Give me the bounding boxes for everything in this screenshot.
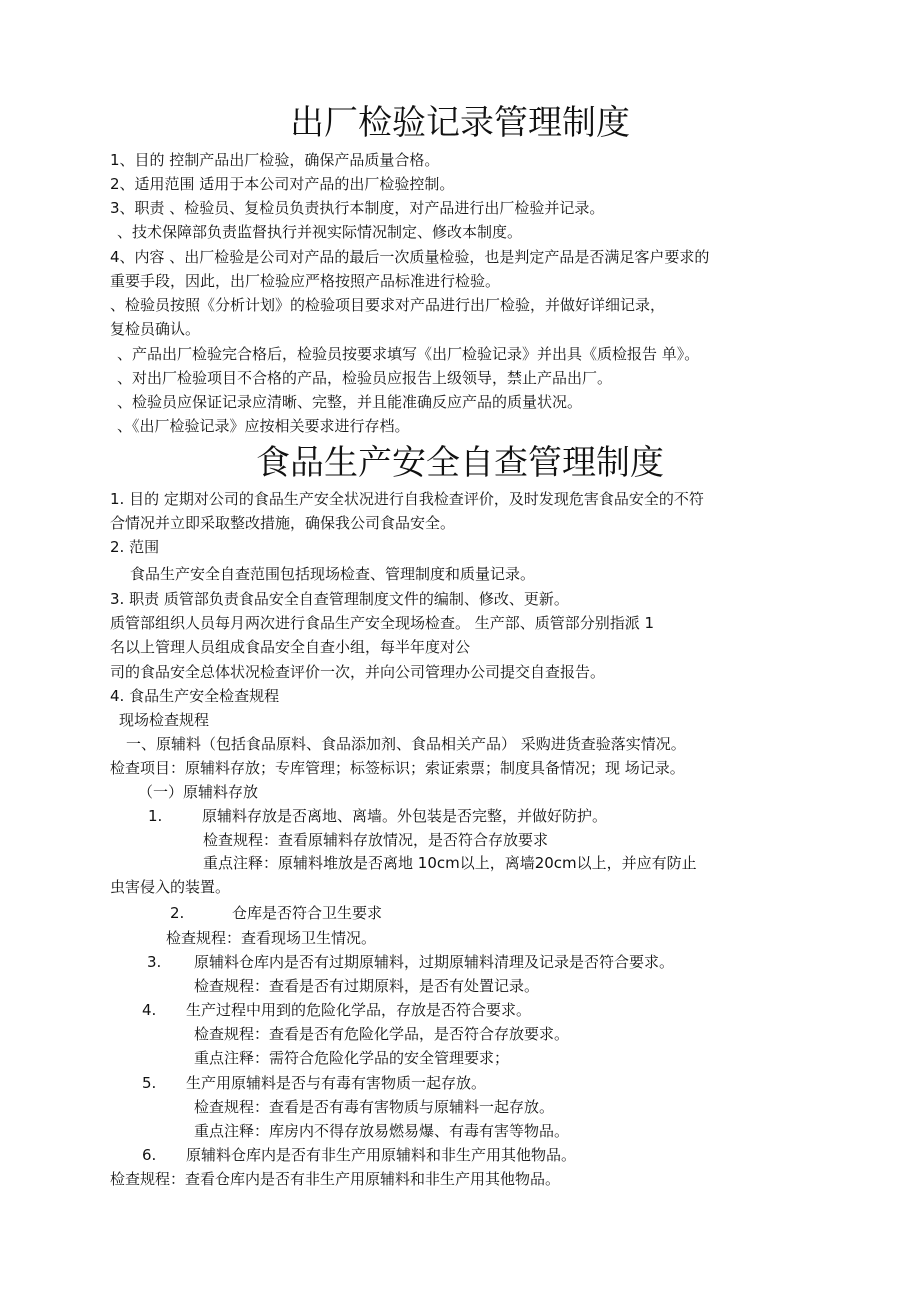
item-number-2: 2.: [170, 904, 185, 922]
doc2-line-16: 重点注释：原辅料堆放是否离地 10cm以上，离墙20cm以上，并应有防止: [203, 854, 697, 872]
item-number-3: 3.: [147, 953, 162, 971]
doc2-line-6: 质管部组织人员每月两次进行食品生产安全现场检查。 生产部、质管部分别指派 1: [110, 614, 655, 632]
doc2-line-10: 现场检查规程: [119, 711, 210, 729]
doc2-line-24: 重点注释：需符合危险化学品的安全管理要求；: [194, 1049, 510, 1067]
doc2-line-25: 生产用原辅料是否与有毒有害物质一起存放。: [186, 1074, 487, 1092]
doc1-line-10: 、对出厂检验项目不合格的产品，检验员应报告上级领导，禁止产品出厂。: [117, 369, 613, 387]
doc2-title: 食品生产安全自查管理制度: [256, 443, 664, 483]
doc2-line-28: 原辅料仓库内是否有非生产用原辅料和非生产用其他物品。: [186, 1146, 577, 1164]
doc2-line-29: 检查规程：查看仓库内是否有非生产用原辅料和非生产用其他物品。: [110, 1170, 561, 1188]
doc1-line-4: 、技术保障部负责监督执行并视实际情况制定、修改本制度。: [117, 223, 523, 241]
doc2-line-8: 司的食品安全总体状况检查评价一次，并向公司管理办公司提交自查报告。: [110, 663, 606, 681]
doc2-line-9: 4. 食品生产安全检查规程: [110, 687, 280, 705]
doc2-line-14: 原辅料存放是否离地、离墙。外包装是否完整，并做好防护。: [202, 807, 608, 825]
doc1-line-6: 重要手段，因此，出厂检验应严格按照产品标准进行检验。: [110, 272, 501, 290]
doc2-line-5: 3. 职责 质管部负责食品安全自查管理制度文件的编制、修改、更新。: [110, 590, 569, 608]
doc1-title: 出厂检验记录管理制度: [290, 103, 630, 143]
doc2-line-7: 名以上管理人员组成食品安全自查小组，每半年度对公: [110, 638, 471, 656]
item-number-4: 4.: [142, 1001, 157, 1019]
doc2-line-21: 检查规程：查看是否有过期原料，是否有处置记录。: [194, 977, 540, 995]
doc2-line-1: 1. 目的 定期对公司的食品生产安全状况进行自我检查评价，及时发现危害食品安全的不符: [110, 490, 704, 508]
doc1-line-3: 3、职责 、检验员、复检员负责执行本制度，对产品进行出厂检验并记录。: [110, 199, 605, 217]
doc2-line-12: 检查项目：原辅料存放；专库管理；标签标识；索证索票；制度具备情况；现 场记录。: [110, 759, 685, 777]
doc2-line-4: 食品生产安全自查范围包括现场检查、管理制度和质量记录。: [130, 565, 536, 583]
doc2-line-22: 生产过程中用到的危险化学品，存放是否符合要求。: [186, 1001, 532, 1019]
doc2-line-13: （一）原辅料存放: [138, 783, 259, 801]
doc2-line-18: 仓库是否符合卫生要求: [232, 904, 383, 922]
doc2-line-27: 重点注释：库房内不得存放易燃易爆、有毒有害等物品。: [194, 1122, 570, 1140]
item-number-6: 6.: [142, 1146, 157, 1164]
doc1-line-11: 、检验员应保证记录应清晰、完整，并且能准确反应产品的质量状况。: [117, 393, 583, 411]
doc1-line-12: 、《出厂检验记录》应按相关要求进行存档。: [117, 417, 410, 435]
doc2-line-20: 原辅料仓库内是否有过期原辅料，过期原辅料清理及记录是否符合要求。: [194, 953, 675, 971]
doc2-line-3: 2. 范围: [110, 538, 160, 556]
item-number-5: 5.: [142, 1074, 157, 1092]
doc2-line-23: 检查规程：查看是否有危险化学品，是否符合存放要求。: [194, 1025, 570, 1043]
doc2-line-17: 虫害侵入的装置。: [110, 878, 231, 896]
doc1-line-1: 1、目的 控制产品出厂检验，确保产品质量合格。: [110, 151, 440, 169]
doc1-line-9: 、产品出厂检验完合格后，检验员按要求填写《出厂检验记录》并出具《质检报告 单》。: [117, 345, 700, 363]
doc2-line-2: 合情况并立即采取整改措施，确保我公司食品安全。: [110, 514, 456, 532]
doc2-line-11: 一、原辅料（包括食品原料、食品添加剂、食品相关产品） 采购进货查验落实情况。: [126, 735, 686, 753]
doc2-line-15: 检查规程：查看原辅料存放情况，是否符合存放要求: [203, 831, 549, 849]
doc1-line-5: 4、内容 、出厂检验是公司对产品的最后一次质量检验，也是判定产品是否满足客户要求的: [110, 248, 710, 266]
doc1-line-7: 、检验员按照《分析计划》的检验项目要求对产品进行出厂检验，并做好详细记录，: [110, 296, 666, 314]
doc2-line-19: 检查规程：查看现场卫生情况。: [166, 929, 377, 947]
doc2-line-26: 检查规程：查看是否有毒有害物质与原辅料一起存放。: [194, 1098, 555, 1116]
doc1-line-8: 复检员确认。: [110, 320, 201, 338]
doc1-line-2: 2、适用范围 适用于本公司对产品的出厂检验控制。: [110, 175, 455, 193]
item-number-1: 1.: [148, 807, 163, 825]
